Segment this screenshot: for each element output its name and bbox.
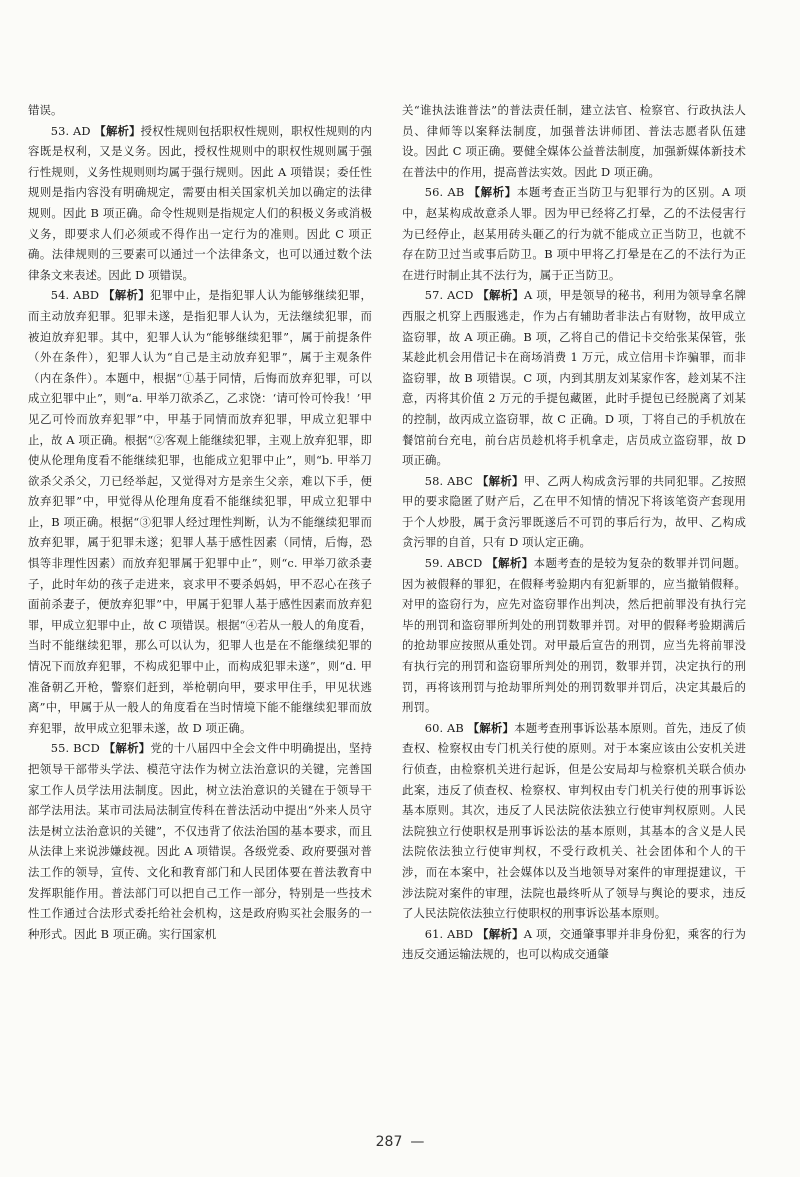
analysis-tag: 【解析】 — [468, 185, 517, 200]
answer-text: 甲、乙两人构成贪污罪的共同犯罪。乙按照甲的要求隐匿了财产后，乙在甲不知情的情况下将该笔资产套现用于个人炒股，属于贪污罪既遂后不可罚的事后行为，故甲、乙构成贪污罪的自首，只有 D 项认定正确。 — [402, 473, 747, 550]
answer-item-55 — [28, 738, 372, 944]
answer-item-59 — [402, 553, 746, 718]
analysis-tag: 【解析】 — [477, 926, 524, 941]
page-number: 287 — [375, 1134, 403, 1150]
continuation-text: 错误。 — [28, 103, 63, 117]
analysis-tag: 【解析】 — [486, 556, 534, 571]
footer-dash: — — [410, 1134, 425, 1150]
answer-number: 61. ABD — [424, 926, 474, 941]
answer-number: 60. AB — [424, 720, 464, 735]
answer-text: A 项，交通肇事罪并非身份犯，乘客的行为违反交通运输法规的，也可以构成交通肇 — [402, 926, 746, 962]
answer-text: 本题考查正当防卫与犯罪行为的区别。A 项中，赵某构成故意杀人罪。因为甲已经将乙打晕，乙的不法侵害行为已经停止，赵某用砖头砸乙的行为就不能成立正当防卫，也就不存在防卫过当或事后防卫。B 项中甲将乙打晕是在乙的不法行为正在进行时制止其不法行为，属于正当防卫。 — [402, 185, 746, 282]
answer-text: 本题考查刑事诉讼基本原则。首先，违反了侦查权、检察权由专门机关行使的原则。对于本案应该由公安机关进行侦查，由检察机关进行起诉，但是公安局却与检察机关联合侦办此案，违反了侦查权、检察权、审判权由专门机关行使的刑事诉讼基本原则。其次，违反了人民法院依法独立行使审判权原则。人民法院独立行使职权是刑事诉讼法的基本原则，其基本的含义是人民法院依法独立行使审判权，不受行政机关、社会团体和个人的干涉，而在本案中，社会媒体以及当地领导对案件的审理提建议，干涉法院对案件的审理，法院也最终听从了领导与舆论的要求，违反了人民法院依法独立行使职权的刑事诉讼基本原则。 — [402, 720, 746, 921]
answer-text: 本题考查的是较为复杂的数罪并罚问题。因为被假释的罪犯，在假释考验期内有犯新罪的，应当撤销假释。对甲的盗窃行为，应先对盗窃罪作出判决，然后把前罪没有执行完毕的刑罚和盗窃罪所判处的刑罚数罪并罚。对甲的假释考验期满后的抢劫罪应按照从重处罚。对甲最后宣告的刑罚，应当先将前罪没有执行完的刑罚和盗窃罪所判处的刑罚，数罪并罚，决定执行的刑罚，再将该刑罚与抢劫罪所判处的刑罚数罪并罚后，决定其最后的刑罚。 — [402, 556, 746, 715]
analysis-tag: 【解析】 — [467, 720, 515, 735]
answer-text: 授权性规则包括职权性规则，职权性规则的内容既是权利，又是义务。因此，授权性规则中的职权性规则属于强行性规则，义务性规则则均属于强行规则。因此 A 项错误；委任性规则是指内容没有明确规定，需要由相关国家机关加以确定的法律规则。因此 B 项正确。命令性规则是指规定人们的积极义务或消极义务，即要求人们必须或不得作出一定行为的准则。因此 C 项正确。法律规则的三要素可以通过一个法律条文，也可以通过数个法律条文来表述。因此 D 项错误。 — [28, 123, 372, 282]
answer-item-60 — [402, 718, 746, 924]
answer-item-53 — [28, 121, 372, 286]
left-column — [28, 100, 372, 944]
analysis-tag: 【解析】 — [476, 473, 524, 488]
analysis-tag: 【解析】 — [94, 123, 141, 138]
page-footer — [0, 1134, 800, 1150]
answer-item-61 — [402, 924, 746, 965]
continuation-text: 关“谁执法谁普法”的普法责任制，建立法官、检察官、行政执法人员、律师等以案释法制度，加强普法讲师团、普法志愿者队伍建设。因此 C 项正确。要健全媒体公益普法制度，加强新媒体新技术在普法中的作用，提高普法实效。因此 D 项正确。 — [402, 103, 746, 179]
answer-number: 57. ACD — [424, 288, 474, 303]
analysis-tag: 【解析】 — [103, 741, 151, 756]
right-column — [402, 100, 746, 965]
answer-item-57 — [402, 285, 746, 470]
answer-text: A 项，甲是领导的秘书，利用为领导拿名牌西服之机穿上西服逃走，作为占有辅助者非法占有财物，故甲成立盗窃罪，故 A 项正确。B 项，乙将自己的借记卡交给张某保管，张某趁此机会用借记卡在商场消费 1 万元，成立信用卡诈骗罪，而非盗窃罪，故 B 项错误。C 项，内到其朋友刘某家作客，趁刘某不注意，丙将其价值 2 万元的手提包藏匿，此时手提包已经脱离了刘某的控制，故丙成立盗窃罪，故 C 正确。D 项，丁将自己的手机放在餐馆前台充电，前台店员趁机将手机拿走，店员成立盗窃罪，故 D 项正确。 — [402, 288, 746, 468]
answer-text: 犯罪中止，是指犯罪人认为能够继续犯罪，而主动放弃犯罪。犯罪未遂，是指犯罪人认为，无法继续犯罪，而被迫放弃犯罪。其中，犯罪人认为“能够继续犯罪”，属于前提条件（外在条件），犯罪人认为“自己是主动放弃犯罪”，属于主观条件（内在条件）。本题中，根据“①基于同情，后悔而放弃犯罪，可以成立犯罪中止”，则“a. 甲举刀欲杀乙，乙求饶：‘请可怜可怜我！’甲见乙可怜而放弃犯罪”中，甲基于同情而放弃犯罪，甲成立犯罪中止，故 A 项正确。根据“②客观上能继续犯罪，主观上放弃犯罪，即使从伦理角度看不能继续犯罪，也能成立犯罪中止”，则“b. 甲举刀欲杀父杀父，刀已经举起，又觉得对方是亲生父亲，难以下手，便放弃犯罪”中，甲觉得从伦理角度看不能继续犯罪，甲成立犯罪中止，B 项正确。根据“③犯罪人经过理性判断，认为不能继续犯罪而放弃犯罪，属于犯罪未遂；犯罪人基于感性因素（同情，后悔，恐惧等非理性因素）而放弃犯罪属于犯罪中止”，则“c. 甲举刀欲杀妻子，此时年幼的孩子走进来，哀求甲不要杀妈妈，甲不忍心在孩子面前杀妻子，便放弃犯罪”中，甲属于犯罪人基于感性因素而放弃犯罪，甲成立犯罪中止，故 C 项错误。根据“④若从一般人的角度看，当时不能继续犯罪，那么可以认为，犯罪人也是在不能继续犯罪的情况下而放弃犯罪，不构成犯罪中止，而构成犯罪未遂”，则“d. 甲准备朝乙开枪，警察们赶到，举枪朝向甲，要求甲住手，甲见状逃离”中，甲属于从一般人的角度看在当时情境下能不能继续犯罪而放弃犯罪，故甲成立犯罪未遂，故 D 项正确。 — [28, 288, 372, 735]
answer-number: 55. BCD — [50, 741, 100, 756]
answer-item-58 — [402, 471, 746, 553]
answer-number: 54. ABD — [50, 288, 100, 303]
answer-number: 58. ABC — [424, 473, 473, 488]
answer-number: 56. AB — [424, 185, 465, 200]
answer-item-56 — [402, 182, 746, 285]
analysis-tag: 【解析】 — [103, 288, 150, 303]
answer-number: 59. ABCD — [424, 556, 483, 571]
answer-text: 党的十八届四中全会文件中明确提出，坚持把领导干部带头学法、模范守法作为树立法治意识的关键，完善国家工作人员学法用法制度。因此，树立法治意识的关键在于领导干部学法用法。某市司法局法制宣传科在普法活动中提出“外来人员守法是树立法治意识的关键”，不仅违背了依法治国的基本要求，而且从法律上来说涉嫌歧视。因此 A 项错误。各级党委、政府要强对普法工作的领导，宣传、文化和教育部门和人民团体要在普法教育中发挥职能作用。普法部门可以把自己工作一部分，特别是一些技术性工作通过合法形式委托给社会机构，这是政府购买社会服务的一种形式。因此 B 项正确。实行国家机 — [28, 741, 372, 941]
analysis-tag: 【解析】 — [477, 288, 525, 303]
answer-number: 53. AD — [50, 123, 91, 138]
answer-item-54 — [28, 285, 372, 738]
